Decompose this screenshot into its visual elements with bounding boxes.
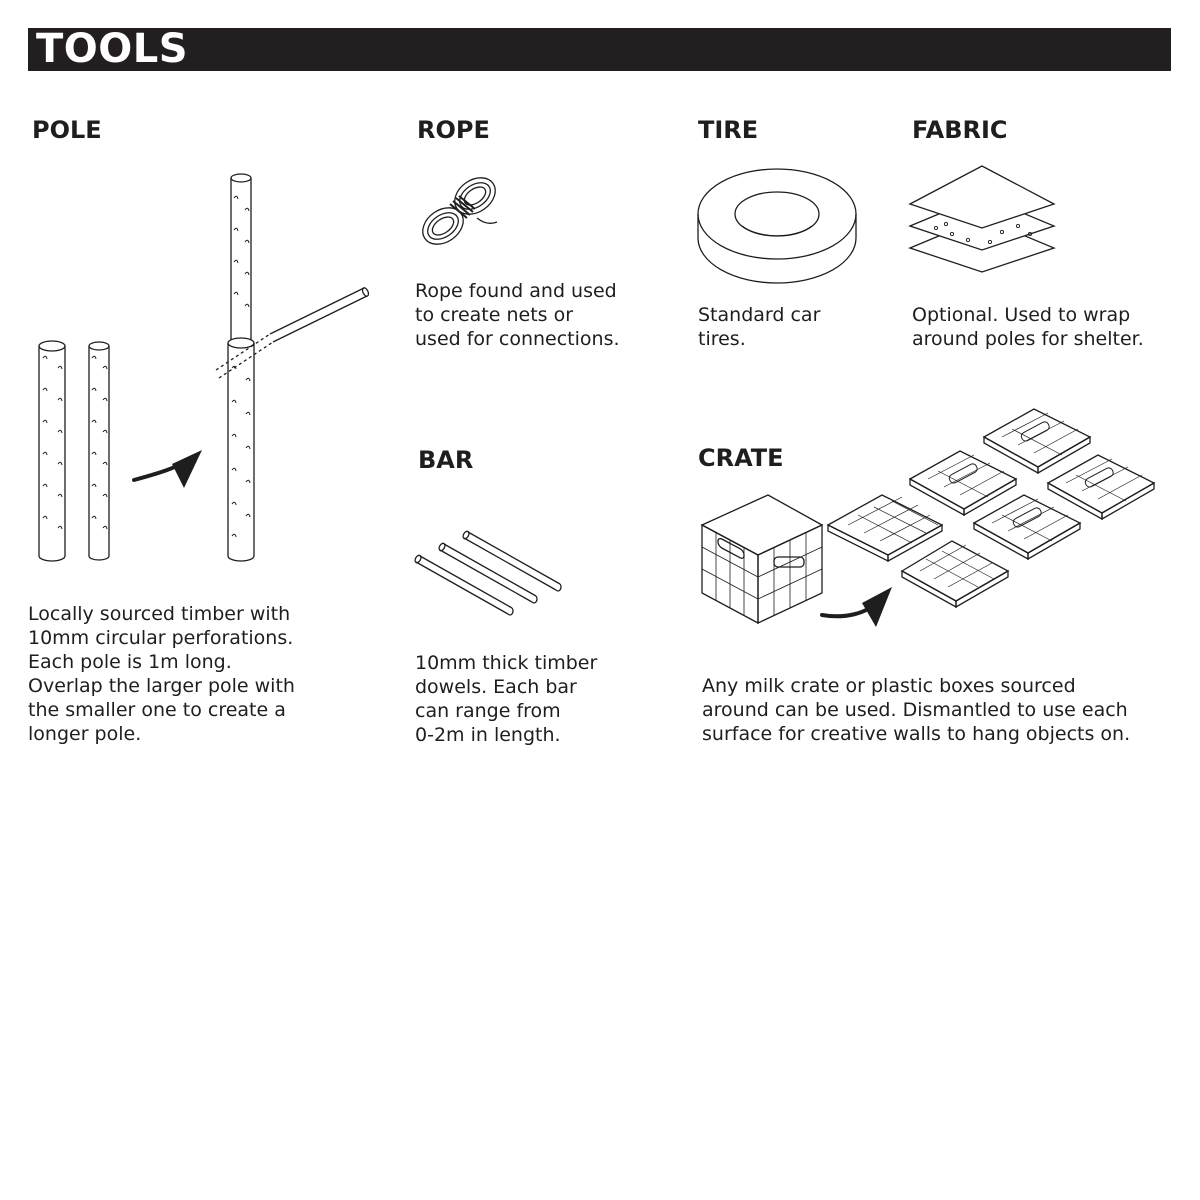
page-title: TOOLS <box>36 26 189 72</box>
coiled-rope-icon <box>415 168 505 253</box>
tire-icon <box>694 164 860 292</box>
crate-heading: CRATE <box>698 444 784 472</box>
rope-heading: ROPE <box>417 116 490 144</box>
pole-heading: POLE <box>32 116 102 144</box>
bar-heading: BAR <box>418 446 474 474</box>
fabric-description: Optional. Used to wrap around poles for shelter. <box>912 304 1144 350</box>
tire-heading: TIRE <box>698 116 759 144</box>
tire-description: Standard car tires. <box>698 304 821 350</box>
timber-dowel-icon <box>412 526 568 622</box>
milk-crate-icon <box>698 405 1160 630</box>
rope-description: Rope found and used to create nets or used for connections. <box>415 280 620 350</box>
crate-description: Any milk crate or plastic boxes sourced around can be used. Dismantled to use each surface for creative walls to hang objects on. <box>702 675 1131 745</box>
pole-description: Locally sourced timber with 10mm circular perforations. Each pole is 1m long. Overlap the larger pole with the smaller one to create a longer pole. <box>28 603 295 745</box>
bar-description: 10mm thick timber dowels. Each bar can range from 0-2m in length. <box>415 652 598 746</box>
title-banner <box>28 28 1171 71</box>
perforated-pole-icon <box>30 168 375 568</box>
fabric-heading: FABRIC <box>912 116 1008 144</box>
fabric-layers-icon <box>906 162 1058 274</box>
